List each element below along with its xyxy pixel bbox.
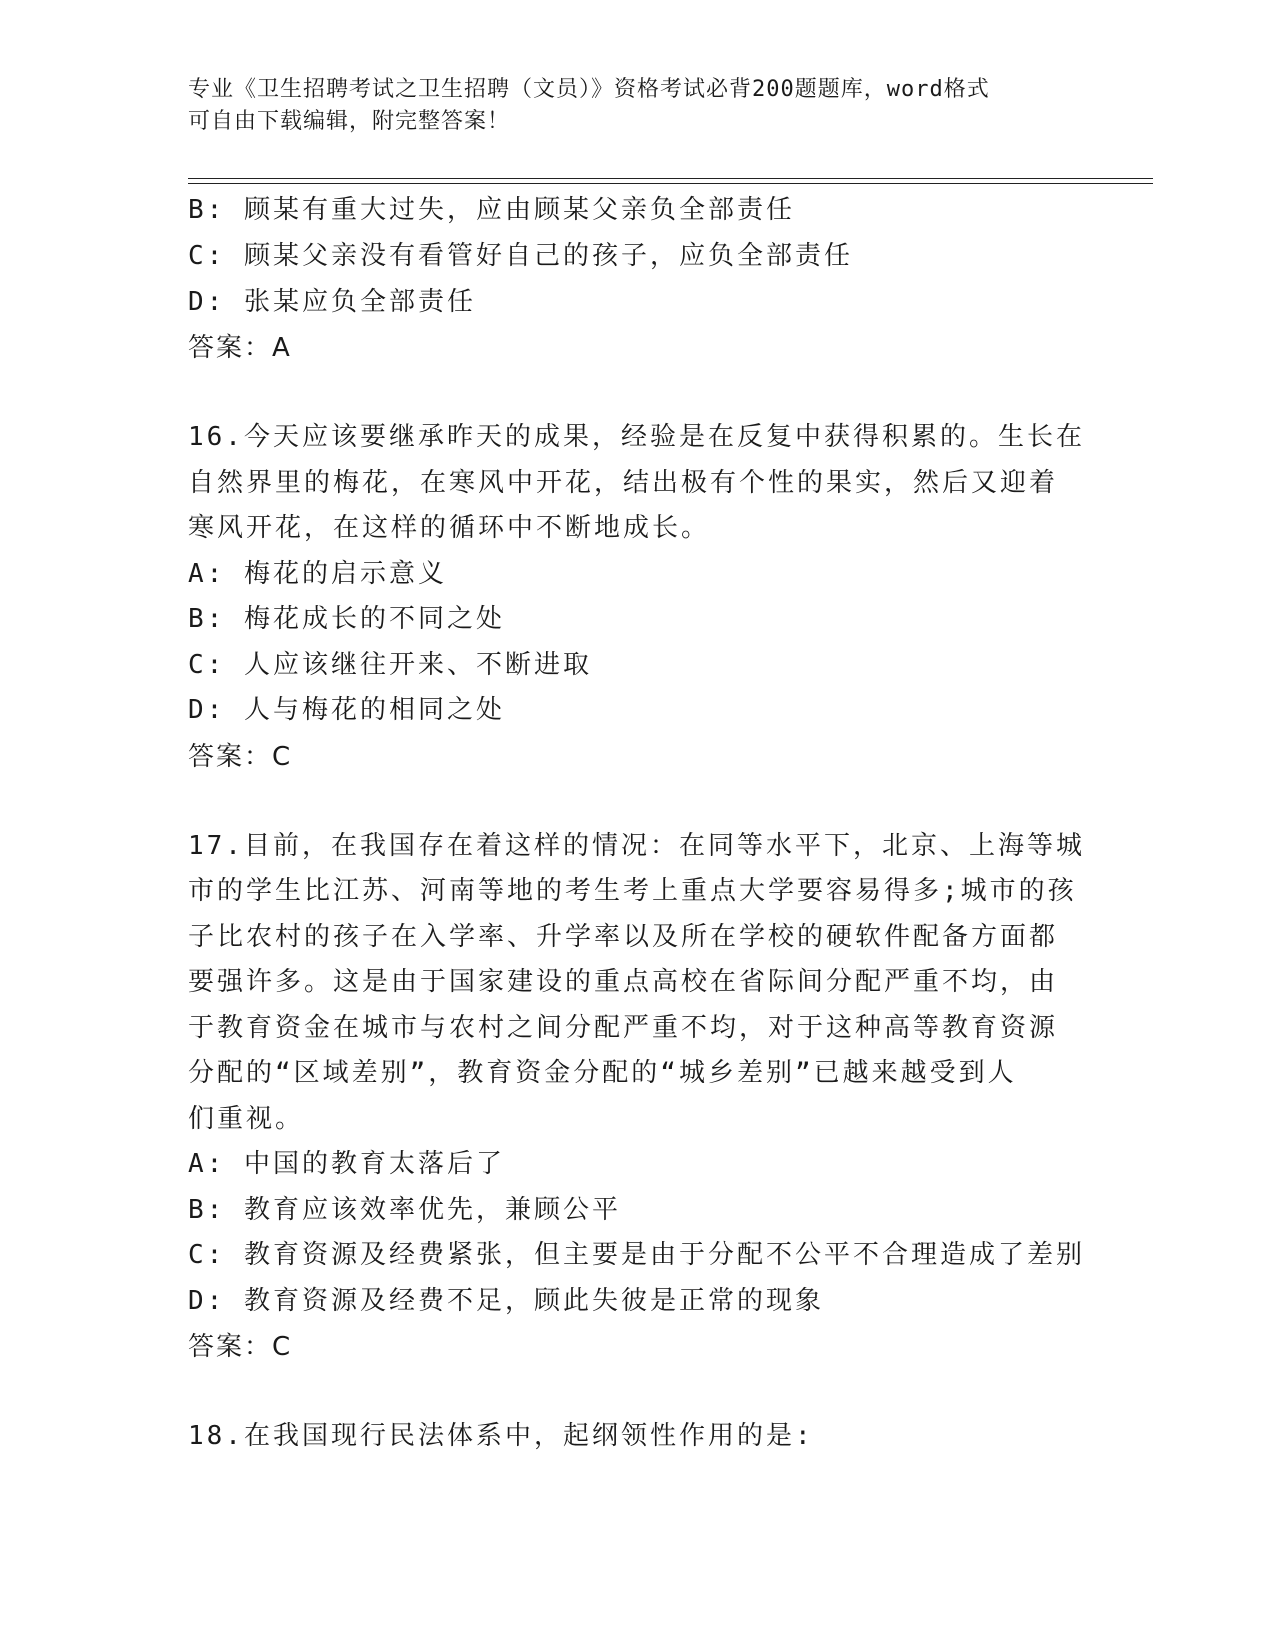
header-divider-bottom	[188, 183, 1153, 184]
question-stem-line: 18.在我国现行民法体系中，起纲领性作用的是:	[188, 1421, 814, 1451]
question-17	[188, 824, 1088, 1371]
question-16	[188, 415, 1088, 780]
option-d: D: 张某应负全部责任	[188, 287, 476, 317]
question-stem-line: 分配的“区域差别”，教育资金分配的“城乡差别”已越来越受到人	[188, 1058, 1017, 1088]
question-18	[188, 1414, 1088, 1460]
spacer	[188, 1370, 1088, 1414]
spacer	[188, 371, 1088, 415]
answer-line: 答案：C	[188, 1332, 293, 1362]
option-c: C: 教育资源及经费紧张，但主要是由于分配不公平不合理造成了差别	[188, 1240, 1085, 1270]
header-title-line-2: 可自由下载编辑，附完整答案！	[188, 109, 511, 134]
document-header	[188, 74, 1068, 138]
option-c: C: 人应该继往开来、不断进取	[188, 649, 592, 680]
answer-line: 答案：A	[188, 333, 292, 363]
question-stem-line: 17.目前，在我国存在着这样的情况：在同等水平下，北京、上海等城	[188, 830, 1085, 861]
question-stem-line: 要强许多。这是由于国家建设的重点高校在省际间分配严重不均，由	[188, 967, 1059, 997]
question-stem-line: 们重视。	[188, 1103, 305, 1134]
question-15	[188, 187, 1088, 371]
option-b: B: 梅花成长的不同之处	[188, 604, 505, 634]
option-b: B: 教育应该效率优先，兼顾公平	[188, 1194, 621, 1225]
question-stem-line: 16.今天应该要继承昨天的成果，经验是在反复中获得积累的。生长在	[188, 422, 1085, 452]
question-stem-line: 子比农村的孩子在入学率、升学率以及所在学校的硬软件配备方面都	[188, 921, 1059, 952]
question-content	[188, 187, 1088, 1460]
option-a: A: 梅花的启示意义	[188, 558, 447, 589]
question-stem-line: 于教育资金在城市与农村之间分配严重不均，对于这种高等教育资源	[188, 1012, 1059, 1043]
question-stem-line: 自然界里的梅花，在寒风中开花，结出极有个性的果实，然后又迎着	[188, 467, 1059, 498]
option-c: C: 顾某父亲没有看管好自己的孩子，应负全部责任	[188, 241, 853, 271]
answer-line: 答案：C	[188, 741, 293, 772]
option-d: D: 教育资源及经费不足，顾此失彼是正常的现象	[188, 1285, 824, 1316]
option-a: A: 中国的教育太落后了	[188, 1149, 505, 1179]
question-stem-line: 寒风开花，在这样的循环中不断地成长。	[188, 513, 711, 543]
option-b: B: 顾某有重大过失，应由顾某父亲负全部责任	[188, 195, 795, 225]
spacer	[188, 780, 1088, 824]
header-divider-top	[188, 178, 1153, 179]
question-stem-line: 市的学生比江苏、河南等地的考生考上重点大学要容易得多;城市的孩	[188, 876, 1077, 906]
header-title-line-1: 专业《卫生招聘考试之卫生招聘（文员）》资格考试必背200题题库，word格式	[188, 77, 990, 102]
option-d: D: 人与梅花的相同之处	[188, 695, 505, 725]
